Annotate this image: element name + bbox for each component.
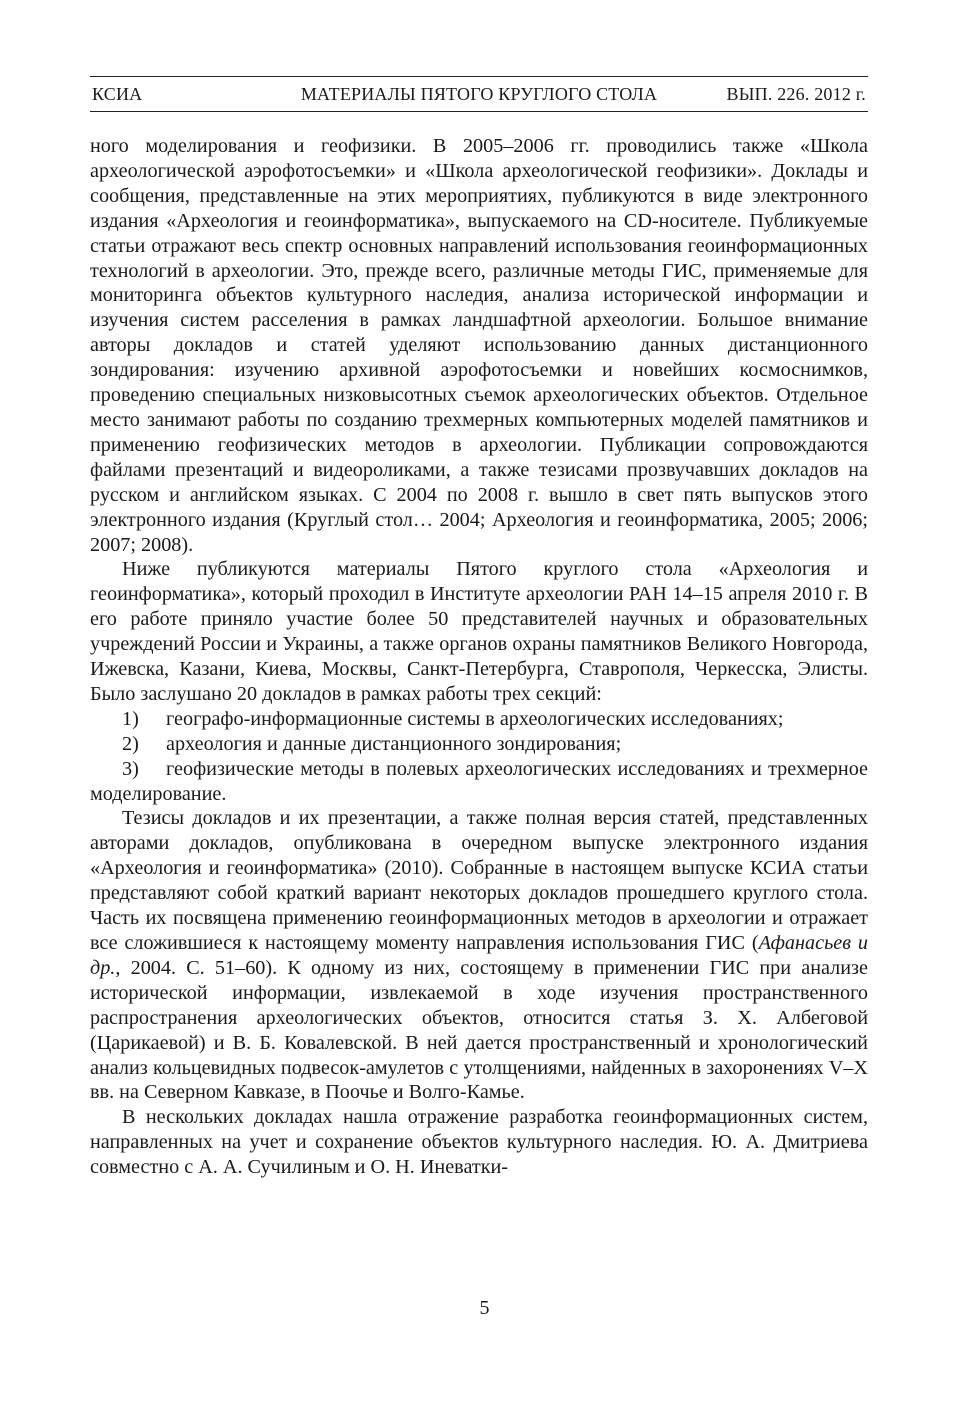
paragraph-3-text-b: , 2004. С. 51–60). К одному из них, состоящему в применении ГИС при анализе исторической информации, извлекаемой в ходе изучения пространственного распространения археологических объектов, относится статья З. Х. Албеговой (Царикаевой) и В. Б. Ковалевской. В ней дается пространственный и хронологический анализ кольцевидных подвесок-амулетов с утолщениями, найденных в захоронениях V–X вв. на Северном Кавказе, в Поочье и Волго-Камье.: [90, 956, 868, 1104]
list-item: [90, 757, 868, 807]
list-text: археология и данные дистанционного зондирования;: [166, 732, 622, 755]
list-text: геофизические методы в полевых археологических исследованиях и трехмерное моделирование.: [90, 757, 868, 805]
issue-info: ВЫП. 226. 2012 г.: [726, 84, 866, 104]
list-number: 2): [122, 732, 139, 755]
article-body: [90, 134, 868, 1180]
section-title: МАТЕРИАЛЫ ПЯТОГО КРУГЛОГО СТОЛА: [300, 84, 658, 104]
paragraph-3: [90, 806, 868, 1105]
paragraph-1: ного моделирования и геофизики. В 2005–2006 гг. проводились также «Школа археологической аэрофотосъемки» и «Школа археологической геофизики». Доклады и сообщения, представленные на этих мероприятиях, публикуются в виде электронного издания «Археология и геоинформатика», выпускаемого на CD-носителе. Публикуемые статьи отражают весь спектр основных направлений использования геоинформационных технологий в археологии. Это, прежде всего, различные методы ГИС, применяемые для мониторинга объектов культурного наследия, анализа исторической информации и изучения систем расселения в рамках ландшафтной археологии. Большое внимание авторы докладов и статей уделяют использованию данных дистанционного зондирования: изучению архивной аэрофотосъемки и новейших космоснимков, проведению специальных низковысотных съемок археологических объектов. Отдельное место занимают работы по созданию трехмерных компьютерных моделей памятников и применению геофизических методов в археологии. Публикации сопровождаются файлами презентаций и видеороликами, а также тезисами прозвучавших докладов на русском и английском языках. С 2004 по 2008 г. вышло в свет пять выпусков этого электронного издания (Круглый стол… 2004; Археология и геоинформатика, 2005; 2006; 2007; 2008).: [90, 135, 868, 556]
list-number: 1): [122, 707, 139, 730]
paragraph-4: В нескольких докладах нашла отражение разработка геоинформационных систем, направленных на учет и сохранение объектов культурного наследия. Ю. А. Дмитриева совместно с А. А. Сучилиным и О. Н. Иневатки-: [90, 1106, 868, 1179]
page-number: 5: [479, 1297, 490, 1319]
list-text: географо-информационные системы в археологических исследованиях;: [166, 707, 784, 730]
running-header: [90, 76, 868, 112]
list-number: 3): [122, 757, 139, 780]
list-item: [90, 732, 868, 757]
page: [90, 76, 868, 1180]
paragraph-2: Ниже публикуются материалы Пятого круглого стола «Археология и геоинформатика», который проходил в Институте археологии РАН 14–15 апреля 2010 г. В его работе приняло участие более 50 представителей научных и образовательных учреждений России и Украины, а также органов охраны памятников Великого Новгорода, Ижевска, Казани, Киева, Москвы, Санкт-Петербурга, Ставрополя, Черкесска, Элисты. Было заслушано 20 докладов в рамках работы трех секций:: [90, 558, 868, 705]
paragraph-3-text-a: Тезисы докладов и их презентации, а также полная версия статей, представленных авторами докладов, опубликована в очередном выпуске электронного издания «Археология и геоинформатика» (2010). Собранные в настоящем выпуске КСИА статьи представляют собой краткий вариант некоторых докладов прошедшего круглого стола. Часть их посвящена применению геоинформационных методов в археологии и отражает все сложившиеся к настоящему моменту направления использования ГИС (: [90, 807, 868, 954]
list-item: [90, 707, 868, 732]
citation-authors: Афанасьев и др.: [90, 932, 868, 979]
journal-abbrev: КСИА: [92, 84, 143, 104]
